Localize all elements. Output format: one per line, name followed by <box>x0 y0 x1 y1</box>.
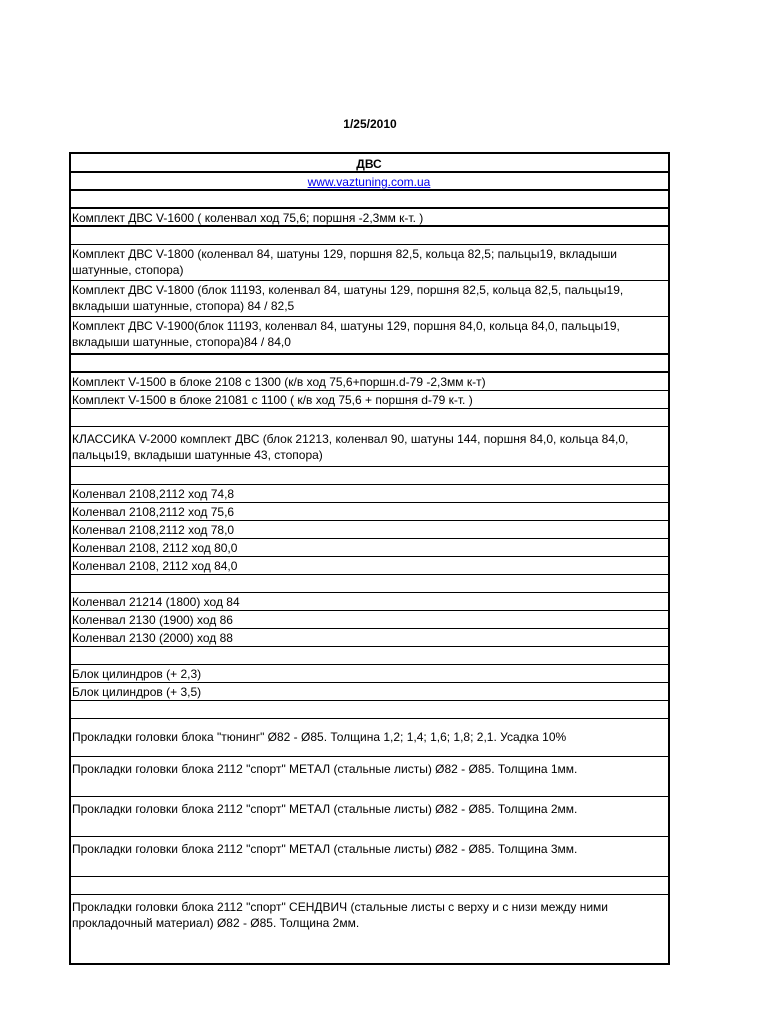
table-row-empty <box>71 409 668 427</box>
table-row-empty <box>71 355 668 373</box>
table-row: Прокладки головки блока 2112 "спорт" МЕТАЛ (стальные листы) Ø82 - Ø85. Толщина 2мм. <box>71 797 668 837</box>
table-row: Комплект ДВС V-1600 ( коленвал ход 75,6; поршня -2,3мм к-т. ) <box>71 209 668 227</box>
table-row: Прокладки головки блока 2112 "спорт" МЕТАЛ (стальные листы) Ø82 - Ø85. Толщина 3мм. <box>71 837 668 877</box>
table-body <box>71 191 668 963</box>
table-row: Комплект V-1500 в блоке 21081 с 1100 ( к/в ход 75,6 + поршня d-79 к-т. ) <box>71 391 668 409</box>
table-row: Прокладки головки блока 2112 "спорт" МЕТАЛ (стальные листы) Ø82 - Ø85. Толщина 1мм. <box>71 757 668 797</box>
price-table <box>69 152 670 965</box>
table-row: Комплект V-1500 в блоке 2108 с 1300 (к/в ход 75,6+поршн.d-79 -2,3мм к-т) <box>71 373 668 391</box>
table-row: Коленвал 21214 (1800) ход 84 <box>71 593 668 611</box>
table-row: Прокладки головки блока "тюнинг" Ø82 - Ø85. Толщина 1,2; 1,4; 1,6; 1,8; 2,1. Усадка 10% <box>71 719 668 757</box>
table-row: Коленвал 2108,2112 ход 74,8 <box>71 485 668 503</box>
table-row: КЛАССИКА V-2000 комплект ДВС (блок 21213, коленвал 90, шатуны 144, поршня 84,0, кольца 84,0, пальцы19, вкладыши шатунные 43, стопора) <box>71 427 668 467</box>
table-row-empty <box>71 575 668 593</box>
table-row-empty <box>71 701 668 719</box>
table-row: Комплект ДВС V-1800 (коленвал 84, шатуны 129, поршня 82,5, кольца 82,5; пальцы19, вкладыши шатунные, стопора) <box>71 245 668 281</box>
table-row: Прокладки головки блока 2112 "спорт" СЕНДВИЧ (стальные листы с верху и с низи между ними прокладочный материал) Ø82 - Ø85. Толщина 2мм. <box>72 900 608 930</box>
table-row: Комплект ДВС V-1900(блок 11193, коленвал 84, шатуны 129, поршня 84,0, кольца 84,0, пальцы19, вкладыши шатунные, стопора)84 / 84,0 <box>71 317 668 355</box>
website-link-cell <box>71 173 668 191</box>
table-row-empty <box>71 227 668 245</box>
document-date: 1/25/2010 <box>343 117 397 131</box>
table-row: Коленвал 2130 (2000) ход 88 <box>71 629 668 647</box>
table-row-empty <box>71 647 668 665</box>
table-row: Коленвал 2130 (1900) ход 86 <box>71 611 668 629</box>
table-row: Коленвал 2108, 2112 ход 84,0 <box>71 557 668 575</box>
table-row: Коленвал 2108, 2112 ход 80,0 <box>71 539 668 557</box>
table-title: ДВС <box>71 154 668 173</box>
table-row: Коленвал 2108,2112 ход 78,0 <box>71 521 668 539</box>
table-row: Комплект ДВС V-1800 (блок 11193, коленвал 84, шатуны 129, поршня 82,5, кольца 82,5, пальцы19, вкладыши шатунные, стопора) 84 / 82,5 <box>71 281 668 317</box>
table-row-empty <box>71 467 668 485</box>
table-row: Блок цилиндров (+ 3,5) <box>71 683 668 701</box>
table-row-empty <box>71 191 668 209</box>
table-row: Коленвал 2108,2112 ход 75,6 <box>71 503 668 521</box>
table-row: Блок цилиндров (+ 2,3) <box>71 665 668 683</box>
website-link[interactable]: www.vaztuning.com.ua <box>307 175 431 189</box>
table-row-empty <box>71 877 668 895</box>
